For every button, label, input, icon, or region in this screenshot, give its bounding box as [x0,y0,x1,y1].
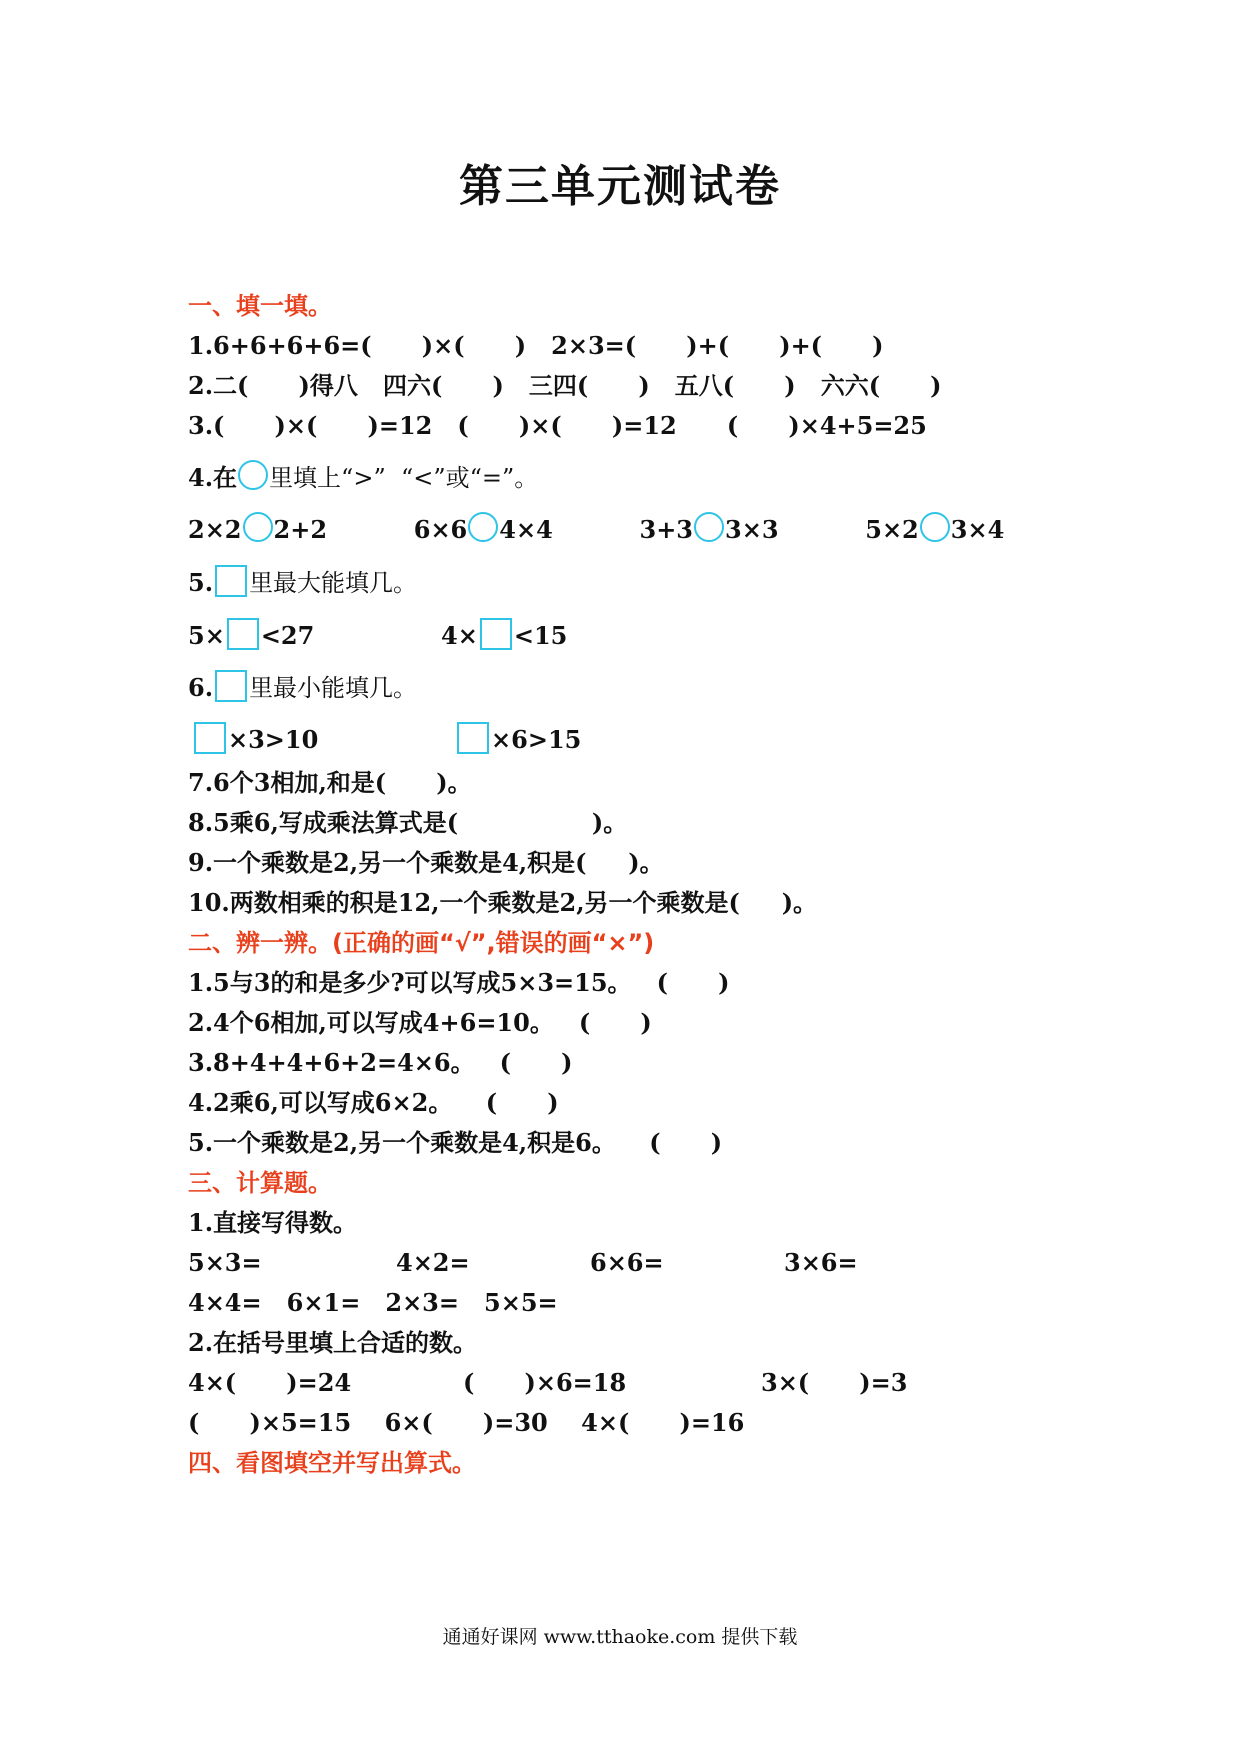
fill-item: ( )×6=18 [463,1368,627,1397]
square-blank-icon[interactable] [227,618,259,650]
circle-blank-icon[interactable] [468,512,498,542]
question-3-1: 1.直接写得数。 [188,1208,358,1237]
question-1-7: 7.6个3相加,和是( )。 [188,768,472,797]
circle-blank-icon[interactable] [243,512,273,542]
q5-expr-2-left: 4× [441,621,478,650]
question-2-5: 5.一个乘数是2,另一个乘数是4,积是6。 ( ) [188,1128,723,1157]
q5-row [188,618,567,652]
q6-instruction: 里最小能填几。 [249,674,418,702]
section-heading-judge: 二、辨一辨。(正确的画“√”,错误的画“×”) [188,929,655,957]
section-heading-picture: 四、看图填空并写出算式。 [188,1449,476,1477]
footer-text: 通通好课网 www.tthaoke.com 提供下载 [442,1626,798,1648]
calc-item: 5×3= [188,1248,262,1277]
circle-blank-icon[interactable] [920,512,950,542]
q6-prefix: 6. [188,673,214,702]
question-3-2: 2.在括号里填上合适的数。 [188,1328,478,1357]
square-blank-icon[interactable] [480,618,512,650]
q4-prefix: 4.在 [188,463,238,492]
compare-1-right: 2+2 [273,515,328,544]
circle-blank-icon [238,460,268,490]
q4-instruction: 里填上“>” “<”或“=”。 [269,464,539,492]
q6-expr-1: ×3>10 [228,725,319,754]
question-1-6 [188,670,417,704]
compare-4-right: 3×4 [950,515,1005,544]
calc-item: 4×2= [396,1248,470,1277]
fill-item: 3×( )=3 [761,1368,908,1397]
square-blank-icon[interactable] [457,722,489,754]
square-blank-icon[interactable] [194,722,226,754]
fill-row-2: ( )×5=15 6×( )=30 4×( )=16 [188,1408,745,1437]
compare-2-right: 4×4 [499,515,553,544]
question-1-4 [188,460,538,494]
question-2-2: 2.4个6相加,可以写成4+6=10。 ( ) [188,1008,652,1037]
q6-expr-2: ×6>15 [491,725,582,754]
square-blank-icon [215,670,247,702]
q5-expr-2-right: <15 [513,621,568,650]
section-heading-calc: 三、计算题。 [188,1169,332,1197]
question-1-10: 10.两数相乘的积是12,一个乘数是2,另一个乘数是( )。 [188,888,818,917]
question-2-3: 3.8+4+4+6+2=4×6。 ( ) [188,1048,573,1077]
section-heading-fill: 一、填一填。 [188,292,332,320]
compare-3-left: 3+3 [639,515,694,544]
question-1-1: 1.6+6+6+6=( )×( ) 2×3=( )+( )+( ) [188,331,884,360]
question-1-3: 3.( )×( )=12 ( )×( )=12 ( )×4+5=25 [188,411,927,440]
calc-row-1 [188,1247,858,1279]
question-2-1: 1.5与3的和是多少?可以写成5×3=15。 ( ) [188,968,730,997]
question-1-5 [188,565,417,599]
compare-2-left: 6×6 [413,515,468,544]
compare-4-left: 5×2 [865,515,919,544]
q5-prefix: 5. [188,568,214,597]
question-1-8: 8.5乘6,写成乘法算式是( )。 [188,808,628,837]
page-title: 第三单元测试卷 [459,161,781,212]
q5-expr-1-right: <27 [260,621,315,650]
compare-row [188,512,1004,546]
q6-row [192,722,581,756]
compare-3-right: 3×3 [725,515,779,544]
compare-1-left: 2×2 [188,515,242,544]
calc-item: 3×6= [784,1248,858,1277]
question-1-9: 9.一个乘数是2,另一个乘数是4,积是( )。 [188,848,664,877]
fill-row-1 [188,1367,907,1399]
calc-item: 6×6= [590,1248,664,1277]
calc-row-2: 4×4= 6×1= 2×3= 5×5= [188,1288,558,1317]
q5-expr-1-left: 5× [188,621,225,650]
question-2-4: 4.2乘6,可以写成6×2。 ( ) [188,1088,559,1117]
q5-instruction: 里最大能填几。 [249,569,418,597]
square-blank-icon [215,565,247,597]
circle-blank-icon[interactable] [694,512,724,542]
fill-item: 4×( )=24 [188,1368,352,1397]
question-1-2: 2.二( )得八 四六( ) 三四( ) 五八( ) 六六( ) [188,371,942,400]
